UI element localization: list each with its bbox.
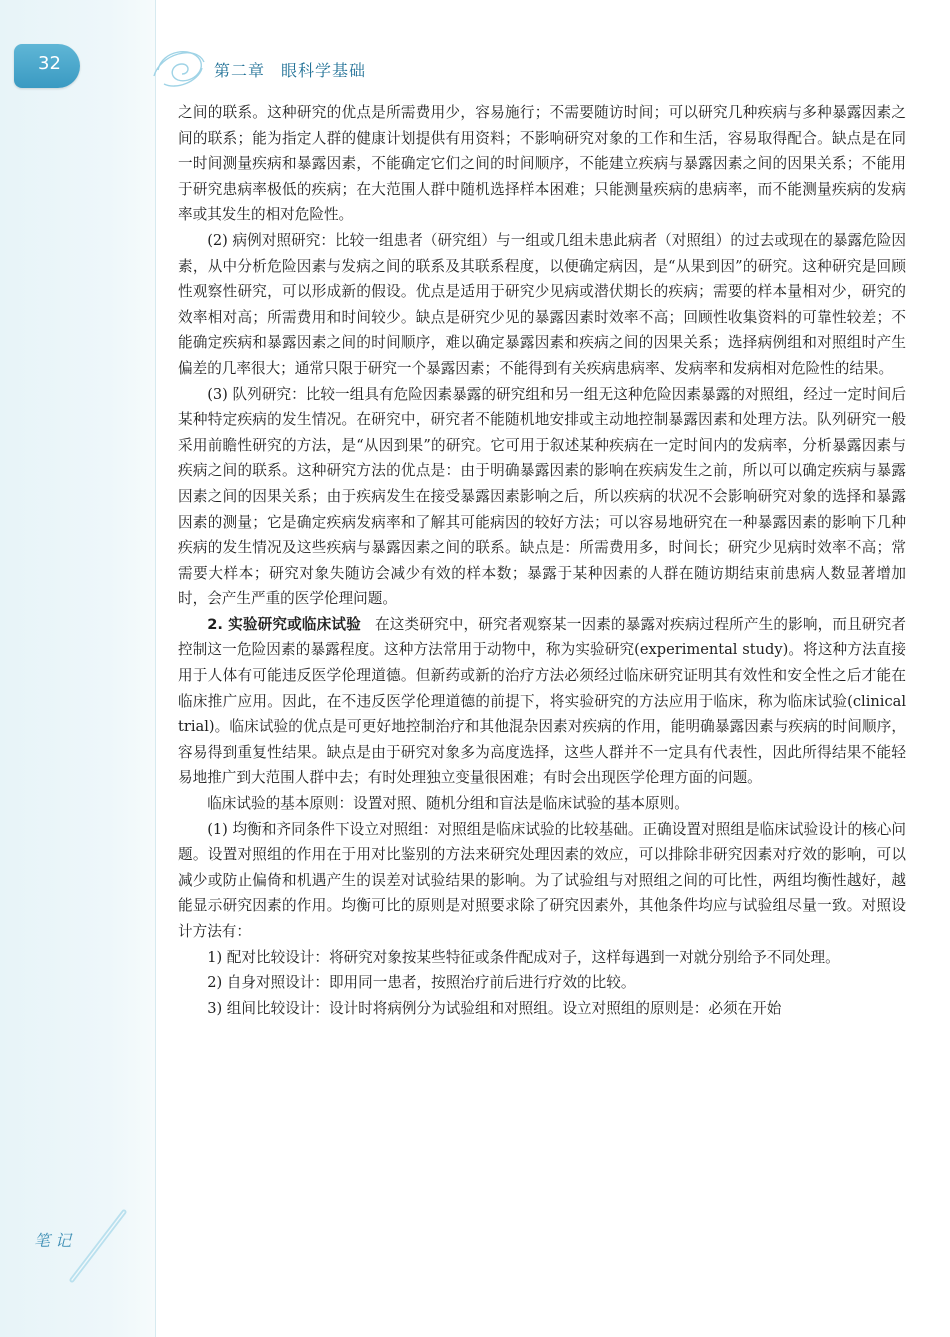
margin-band [0, 0, 155, 1337]
chapter-number: 第二章 [214, 61, 266, 80]
margin-rule [155, 0, 156, 1337]
paragraph: 临床试验的基本原则：设置对照、随机分组和盲法是临床试验的基本原则。 [207, 795, 689, 813]
notes-label: 笔 记 [34, 1231, 72, 1250]
section-heading: 2. 实验研究或临床试验 [207, 615, 361, 633]
paragraph: 3) 组间比较设计：设计时将病例分为试验组和对照组。设立对照组的原则是：必须在开始 [207, 999, 782, 1017]
paragraph [178, 612, 906, 791]
paragraph: 2) 自身对照设计：即用同一患者，按照治疗前后进行疗效的比较。 [207, 974, 636, 992]
paragraph-text: 在这类研究中，研究者观察某一因素的暴露对疾病过程所产生的影响，而且研究者控制这一危险因素的暴露程度。这种方法常用于动物中，称为实验研究(experimental study)。将这种方法直接用于人体有可能违反医学伦理道德。但新药或新的治疗方法必须经过临床研究证明其有效性和安全性之后才能在临床推广应用。因此，在不违反医学伦理道德的前提下，将实验研究的方法应用于临床，称为临床试验(clinical trial)。临床试验的优点是可更好地控制治疗和其他混杂因素对疾病的作用，能明确暴露因素与疾病的时间顺序，容易得到重复性结果。缺点是由于研究对象多为高度选择，这些人群并不一定具有代表性，因此所得结果不能轻易地推广到大范围人群中去；有时处理独立变量很困难；有时会出现医学伦理方面的问题。 [178, 615, 906, 787]
paragraph: (3) 队列研究：比较一组具有危险因素暴露的研究组和另一组无这种危险因素暴露的对照组，经过一定时间后某种特定疾病的发生情况。在研究中，研究者不能随机地安排或主动地控制暴露因素和处理方法。队列研究一般采用前瞻性研究的方法，是“从因到果”的研究。它可用于叙述某种疾病在一定时间内的发病率，分析暴露因素与疾病之间的联系。这种研究方法的优点是：由于明确暴露因素的影响在疾病发生之前，所以可以确定疾病与暴露因素之间的因果关系；由于疾病发生在接受暴露因素影响之后，所以疾病的状况不会影响研究对象的选择和暴露因素的测量；它是确定疾病发病率和了解其可能病因的较好方法；可以容易地研究在一种暴露因素的影响下几种疾病的发生情况及这些疾病与暴露因素之间的联系。缺点是：所需费用多，时间长；研究少见病时效率不高；常需要大样本；研究对象失随访会减少有效的样本数；暴露于某种因素的人群在随访期结束前患病人数显著增加时，会产生严重的医学伦理问题。 [178, 385, 906, 608]
swirl-decoration-icon [152, 40, 208, 92]
paragraph: (1) 均衡和齐同条件下设立对照组：对照组是临床试验的比较基础。正确设置对照组是临床试验设计的核心问题。设置对照组的作用在于用对比鉴别的方法来研究处理因素的效应，可以排除非研究因素对疗效的影响，可以减少或防止偏倚和机遇产生的误差对试验结果的影响。为了试验组与对照组之间的可比性，两组均衡性越好，越能显示研究因素的作用。均衡可比的原则是对照要求除了研究因素外，其他条件均应与试验组尽量一致。对照设计方法有： [178, 820, 906, 940]
paragraph: 1) 配对比较设计：将研究对象按某些特征或条件配成对子，这样每遇到一对就分别给予不同处理。 [207, 948, 840, 966]
paragraph: (2) 病例对照研究：比较一组患者（研究组）与一组或几组未患此病者（对照组）的过去或现在的暴露危险因素，从中分析危险因素与发病之间的联系及其联系程度，以便确定病因，是“从果到因”的研究。这种研究是回顾性观察性研究，可以形成新的假设。优点是适用于研究少见病或潜伏期长的疾病；需要的样本量相对少，研究的效率相对高；所需费用和时间较少。缺点是研究少见的暴露因素时效率不高；回顾性收集资料的可靠性较差；不能确定疾病和暴露因素之间的时间顺序，难以确定暴露因素和疾病之间的因果关系；选择病例组和对照组时产生偏差的几率很大；通常只限于研究一个暴露因素；不能得到有关疾病患病率、发病率和发病相对危险性的结果。 [178, 231, 906, 377]
page-number: 32 [38, 53, 61, 74]
paragraph: 之间的联系。这种研究的优点是所需费用少，容易施行；不需要随访时间；可以研究几种疾病与多种暴露因素之间的联系；能为指定人群的健康计划提供有用资料；不影响研究对象的工作和生活，容易取得配合。缺点是在同一时间测量疾病和暴露因素，不能确定它们之间的时间顺序，不能建立疾病与暴露因素之间的因果关系；不能用于研究患病率极低的疾病；在大范围人群中随机选择样本困难；只能测量疾病的患病率，而不能测量疾病的发病率或其发生的相对危险性。 [178, 104, 906, 224]
chapter-title [214, 58, 366, 81]
body-text [178, 100, 906, 1021]
chapter-name: 眼科学基础 [281, 61, 367, 80]
pen-icon [64, 1206, 134, 1286]
